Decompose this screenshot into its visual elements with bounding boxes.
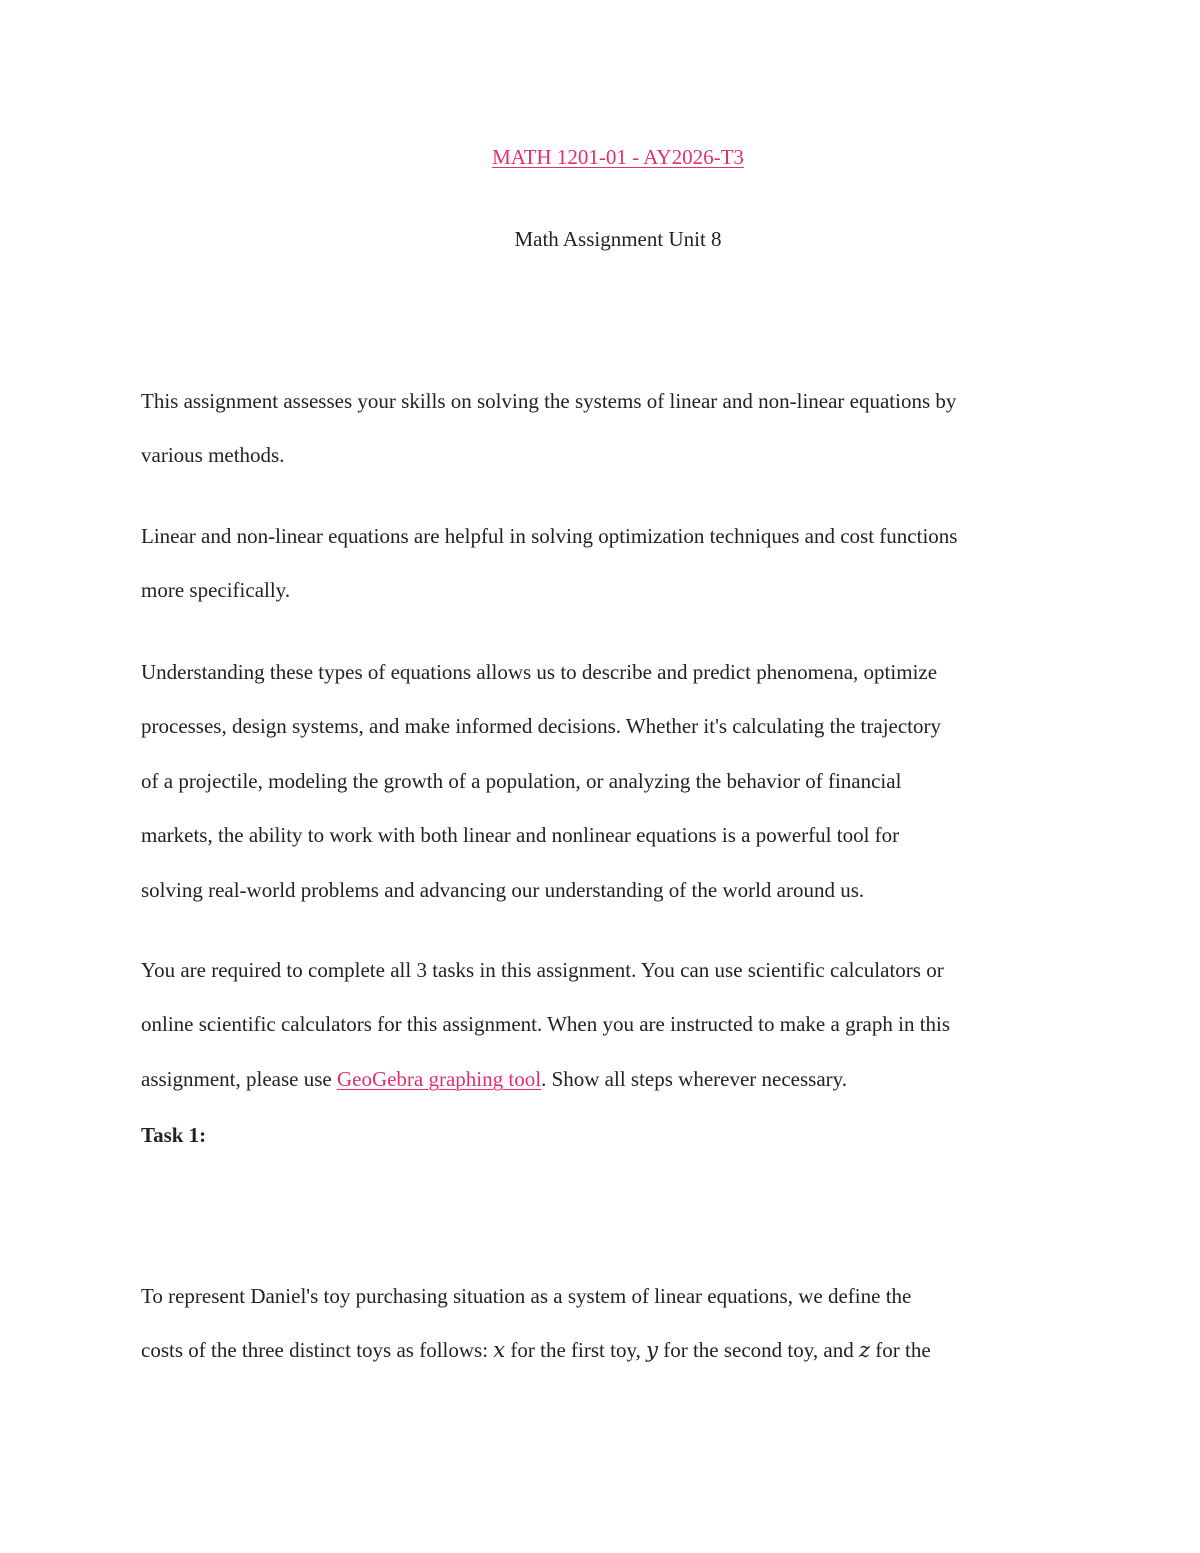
text-line: more specifically. xyxy=(141,578,291,603)
text-line: Linear and non-linear equations are helpful in solving optimization techniques and cost functions xyxy=(141,524,958,548)
variable-y: y xyxy=(646,1338,658,1363)
text-fragment: for the xyxy=(870,1338,931,1363)
text-line: online scientific calculators for this assignment. When you are instructed to make a graph in this xyxy=(141,1012,951,1037)
text-line: solving real-world problems and advancing our understanding of the world around us. xyxy=(141,877,865,902)
text-fragment: for the second toy, and xyxy=(657,1338,859,1363)
text-line: This assignment assesses your skills on solving the systems of linear and non-linear equations by xyxy=(141,389,957,413)
task-1-paragraph xyxy=(141,1269,1071,1378)
text-line: processes, design systems, and make informed decisions. Whether it's calculating the trajectory xyxy=(141,714,941,739)
text-line: markets, the ability to work with both linear and nonlinear equations is a powerful tool for xyxy=(141,823,900,848)
course-title xyxy=(0,142,1200,172)
variable-z: z xyxy=(858,1338,871,1363)
text-fragment: . Show all steps wherever necessary. xyxy=(541,1066,848,1091)
geogebra-link[interactable]: GeoGebra graphing tool xyxy=(336,1066,542,1091)
text-line: To represent Daniel's toy purchasing situation as a system of linear equations, we define the xyxy=(141,1284,912,1308)
assignment-title: Math Assignment Unit 8 xyxy=(514,227,722,251)
text-line xyxy=(141,1052,1071,1106)
understanding-paragraph xyxy=(141,645,1071,917)
course-link[interactable]: MATH 1201-01 - AY2026-T3 xyxy=(492,145,744,169)
requirements-paragraph xyxy=(141,943,1071,1106)
text-fragment: for the first toy, xyxy=(505,1338,647,1363)
variable-x: x xyxy=(493,1338,506,1363)
intro-paragraph xyxy=(141,374,1071,483)
text-line: You are required to complete all 3 tasks in this assignment. You can use scientific calculators or xyxy=(141,958,944,982)
text-line: various methods. xyxy=(141,443,285,468)
text-line: of a projectile, modeling the growth of a population, or analyzing the behavior of financial xyxy=(141,768,902,793)
text-line xyxy=(141,1323,1071,1377)
usefulness-paragraph xyxy=(141,509,1071,618)
text-fragment: assignment, please use xyxy=(141,1066,337,1091)
task-1-heading: Task 1: xyxy=(141,1123,207,1147)
text-line: Understanding these types of equations allows us to describe and predict phenomena, optimize xyxy=(141,660,938,684)
text-fragment: costs of the three distinct toys as follows: xyxy=(141,1338,494,1363)
